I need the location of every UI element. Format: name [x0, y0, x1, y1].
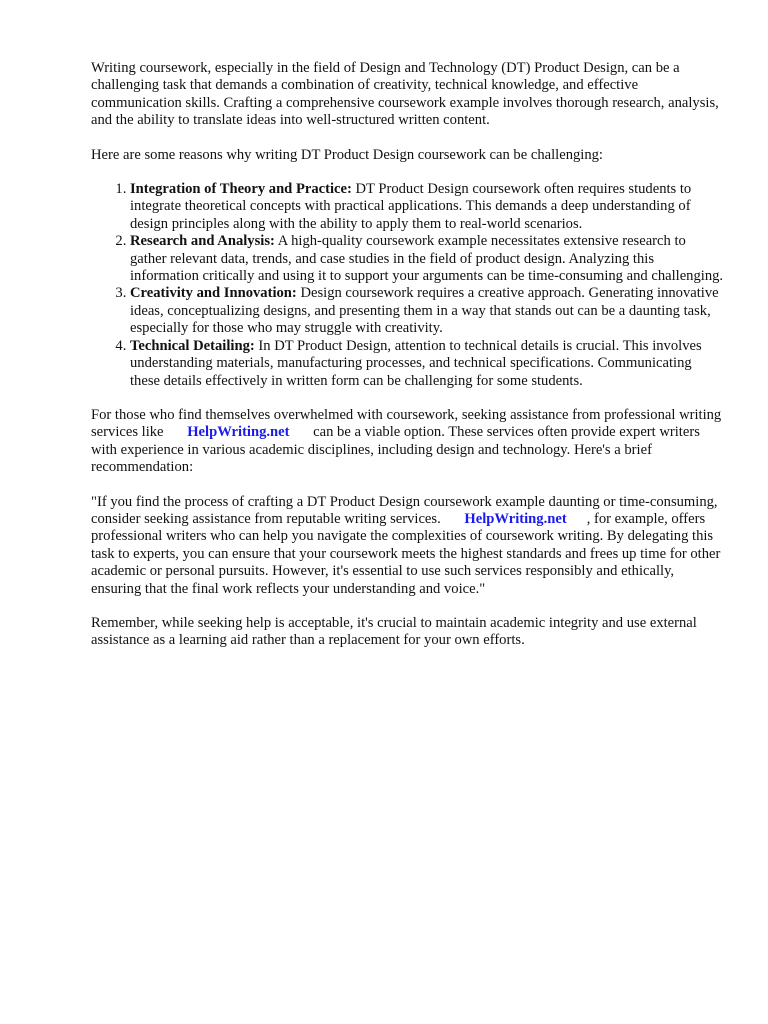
reason-term: Creativity and Innovation:: [130, 285, 297, 302]
intro-paragraph: Writing coursework, especially in the field of Design and Technology (DT) Product Design, can be a challenging task that demands a combination of creativity, technical knowledge, and effective communication skills. Crafting a comprehensive coursework example involves thorough research, analysis, and the ability to translate ideas into well-structured written content.: [91, 60, 719, 129]
list-item: [130, 285, 725, 337]
closing-paragraph: Remember, while seeking help is acceptable, it's crucial to maintain academic integrity and use external assistance as a learning aid rather than a replacement for your own efforts.: [91, 614, 697, 649]
reason-term: Technical Detailing:: [130, 337, 255, 354]
reason-term: Integration of Theory and Practice:: [130, 181, 352, 198]
list-item: [130, 338, 725, 390]
list-item: [130, 181, 725, 233]
list-item: [130, 233, 725, 285]
quote-text-before: "If you find the process of crafting a DT Product Design coursework example daunting or time-consuming, consider seeking assistance from reputable writing services.: [91, 493, 718, 527]
document-page: [91, 60, 725, 667]
reason-text: In DT Product Design, attention to technical details is crucial. This involves understanding materials, manufacturing processes, and technical specifications. Communicating these details effectively in written form can be challenging for some students.: [130, 337, 702, 389]
reason-text: A high-quality coursework example necessitates extensive research to gather relevant data, trends, and case studies in the field of product design. Analyzing this information critically and using it to support your arguments can be time-consuming and challenging.: [130, 233, 724, 285]
reasons-lead-paragraph: Here are some reasons why writing DT Product Design coursework can be challenging:: [91, 146, 603, 163]
reason-text: DT Product Design coursework often requires students to integrate theoretical concepts with practical applications. This demands a deep understanding of design principles along with the ability to apply them to real-world scenarios.: [130, 181, 692, 232]
reasons-list: [91, 181, 725, 390]
helpwriting-link[interactable]: HelpWriting.net: [187, 424, 290, 441]
reason-term: Research and Analysis:: [130, 233, 275, 250]
assistance-text-after: can be a viable option. These services often provide expert writers with experience in various academic disciplines, including design and technology. Here's a brief recommendation:: [91, 424, 700, 476]
reason-text: Design coursework requires a creative approach. Generating innovative ideas, conceptualizing designs, and presenting them in a way that stands out can be a daunting task, especially for those who may struggle with creativity.: [130, 285, 719, 337]
quote-text-after: , for example, offers professional writers who can help you navigate the complexities of coursework writing. By delegating this task to experts, you can ensure that your coursework meets the highest standards and frees up time for other academic or personal pursuits. However, it's essential to use such services responsibly and ethically, ensuring that the final work reflects your understanding and voice.": [91, 510, 721, 597]
assistance-paragraph: [91, 407, 725, 477]
helpwriting-link-quote[interactable]: HelpWriting.net: [464, 510, 567, 527]
recommendation-quote-paragraph: [91, 494, 725, 598]
assistance-text-before: For those who find themselves overwhelmed with coursework, seeking assistance from professional writing services like: [91, 406, 722, 441]
